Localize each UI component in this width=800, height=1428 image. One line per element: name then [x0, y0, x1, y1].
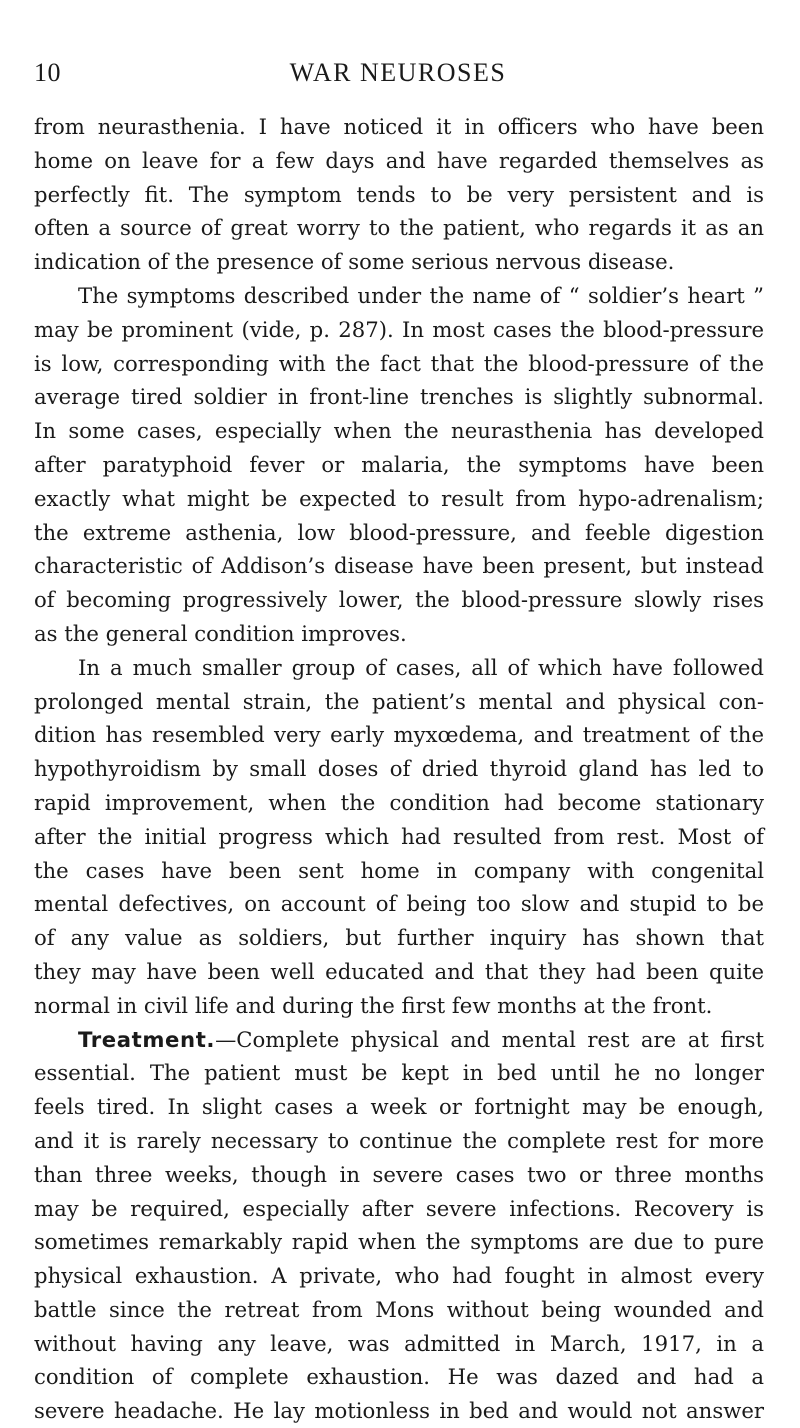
text-line: may be prominent (vide, p. 287). In most cases the blood-pressure — [34, 316, 764, 342]
text-line: after the initial progress which had resulted from rest. Most of — [34, 823, 764, 849]
text-line: perfectly fit. The symptom tends to be very persistent and is — [34, 181, 764, 207]
text-line: normal in civil life and during the first few months at the front. — [34, 992, 713, 1018]
text-line: without having any leave, was admitted in March, 1917, in a — [34, 1330, 764, 1356]
page-number: 10 — [34, 58, 61, 87]
text-line: from neurasthenia. I have noticed it in officers who have been — [34, 114, 764, 139]
text-line: after paratyphoid fever or malaria, the symptoms have been — [34, 451, 764, 477]
text-line: is low, corresponding with the fact that the blood-pressure of the — [34, 350, 764, 376]
text-line: often a source of great worry to the patient, who regards it as an — [34, 215, 764, 241]
section-heading: Treatment. — [78, 1026, 216, 1052]
text-line: hypothyroidism by small doses of dried thyroid gland has led to — [34, 756, 764, 782]
text-line: indication of the presence of some serious nervous disease. — [34, 249, 675, 275]
text-line: may be required, especially after severe infections. Recovery is — [34, 1195, 764, 1221]
text-line: The symptoms described under the name of “ soldier’s heart ” — [78, 282, 764, 308]
page-header — [34, 58, 762, 94]
text-line: average tired soldier in front-line trenches is slightly subnormal. — [34, 384, 764, 410]
text-line: the cases have been sent home in company with congenital — [34, 857, 764, 883]
text-line: than three weeks, though in severe cases two or three months — [34, 1161, 764, 1187]
text-line: prolonged mental strain, the patient’s mental and physical con- — [34, 688, 764, 714]
text-line: feels tired. In slight cases a week or fortnight may be enough, — [34, 1094, 764, 1120]
text-line: sometimes remarkably rapid when the symptoms are due to pure — [34, 1229, 764, 1255]
text-line — [34, 1023, 764, 1057]
text-line: battle since the retreat from Mons without being wounded and — [34, 1296, 764, 1322]
text-line-content: —Complete physical and mental rest are at first — [215, 1026, 764, 1052]
text-line: In a much smaller group of cases, all of which have followed — [78, 654, 764, 680]
text-line: mental defectives, on account of being too slow and stupid to be — [34, 891, 764, 917]
text-line: of becoming progressively lower, the blood-pressure slowly rises — [34, 587, 764, 613]
text-line: severe headache. He lay motionless in bed and would not answer — [34, 1398, 764, 1424]
text-line: home on leave for a few days and have regarded themselves as — [34, 147, 764, 173]
text-line: and it is rarely necessary to continue the complete rest for more — [34, 1127, 764, 1153]
text-line: dition has resembled very early myxœdema, and treatment of the — [34, 722, 764, 748]
text-line: as the general condition improves. — [34, 620, 407, 646]
text-line: the extreme asthenia, low blood-pressure, and feeble digestion — [34, 519, 764, 545]
text-line: In some cases, especially when the neurasthenia has developed — [34, 418, 764, 444]
text-line: condition of complete exhaustion. He was dazed and had a — [34, 1364, 764, 1390]
text-line: characteristic of Addison’s disease have been present, but instead — [34, 553, 764, 579]
body-text — [34, 110, 764, 1428]
text-line: they may have been well educated and that they had been quite — [34, 958, 764, 984]
text-line: rapid improvement, when the condition had become stationary — [34, 789, 764, 815]
running-title: WAR NEUROSES — [289, 58, 507, 87]
text-line: essential. The patient must be kept in bed until he no longer — [34, 1060, 764, 1086]
text-line: physical exhaustion. A private, who had fought in almost every — [34, 1263, 764, 1289]
text-line: exactly what might be expected to result from hypo-adrenalism; — [34, 485, 764, 511]
text-line: of any value as soldiers, but further inquiry has shown that — [34, 925, 764, 951]
